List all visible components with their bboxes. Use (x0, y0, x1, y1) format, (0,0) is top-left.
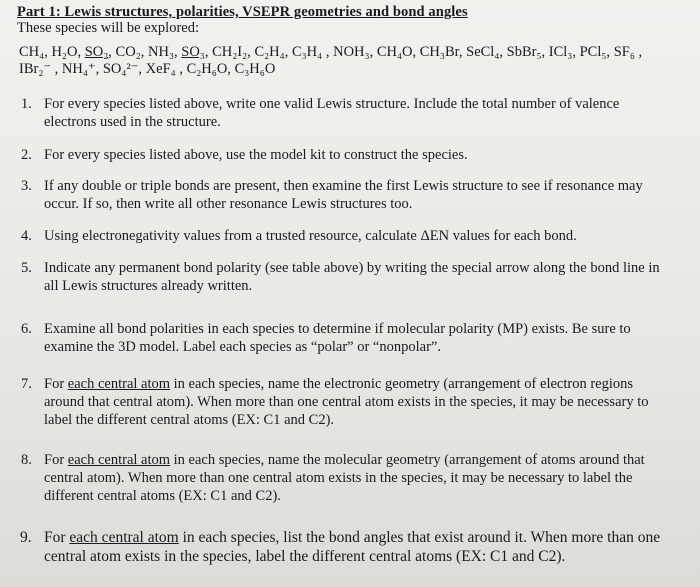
species-ch4: CH₄, (19, 44, 48, 60)
species-c3h4: C₃H₄ , (291, 44, 330, 60)
species-ibr2-minus: IBr₂⁻ , (19, 61, 59, 77)
species-separator: , (108, 44, 112, 60)
species-list (19, 44, 679, 78)
item-number: 9. (20, 529, 32, 546)
species-h2o: H₂O, (51, 44, 82, 60)
item-text: For every species listed above, write one valid Lewis structure. Include the total number of valence electrons used in the structure. (44, 96, 620, 130)
item-text-underlined: each central atom (69, 529, 179, 546)
species-nh3: NH₃, (148, 44, 178, 60)
item-text: If any double or triple bonds are present, then examine the first Lewis structure to see if resonance may occur. If so, then write all other resonance Lewis structures too. (44, 178, 643, 212)
species-c3h6o: C₃H₆O (234, 61, 276, 77)
item-number: 3. (21, 178, 32, 194)
species-ch2i2: CH₂I₂, (212, 44, 251, 60)
item-text-underlined: each central atom (67, 452, 171, 468)
species-ch4o: CH₄O, (376, 44, 417, 60)
item-text (44, 375, 669, 429)
species-sbbr5: SbBr₅, (506, 44, 546, 60)
item-text-lead: For (44, 452, 68, 468)
item-text: Indicate any permanent bond polarity (see table above) by writing the special arrow along the bond line in all Lewis structures already written. (44, 260, 660, 294)
item-number: 7. (21, 376, 32, 392)
item-number: 5. (21, 260, 32, 276)
item-text: For every species listed above, use the model kit to construct the species. (44, 147, 468, 163)
item-text-rest: in each species, name the molecular geometry (arrangement of atoms around that central atom). When more than one central atom exists in the species, it may be necessary to label the different central atoms (EX: C1 and C2). (44, 452, 645, 504)
species-so2: SO₂ (84, 44, 109, 60)
item-number: 1. (21, 96, 32, 112)
species-c2h6o: C₂H₆O, (186, 61, 231, 77)
species-so3: SO₃ (181, 44, 205, 60)
item-text-lead: For (44, 529, 70, 546)
species-ch3br: CH₃Br, (419, 44, 463, 60)
item-number: 8. (21, 452, 32, 468)
item-text: Using electronegativity values from a trusted resource, calculate ΔEN values for each bond. (44, 228, 577, 244)
species-nh4-plus: NH₄⁺, (61, 61, 100, 77)
species-pcl5: PCl₅, (579, 44, 611, 60)
item-text (44, 451, 669, 505)
species-xef4: XeF₄ , (145, 61, 183, 77)
item-text-underlined: each central atom (67, 376, 171, 392)
species-so4-2minus: SO₄²⁻, (102, 61, 143, 77)
item-text-lead: For (44, 376, 68, 392)
item-text-rest: in each species, name the electronic geometry (arrangement of electron regions around that central atom). When more than one central atom exists in the species, it may be necessary to label the different central atoms (EX: C1 and C2). (44, 376, 649, 428)
item-number: 4. (21, 228, 32, 244)
item-number: 6. (21, 321, 32, 337)
item-text (44, 528, 684, 566)
species-sf6: SF₆ , (613, 44, 643, 60)
part-title: Part 1: Lewis structures, polarities, VSEPR geometries and bond angles (17, 4, 468, 20)
item-text: Examine all bond polarities in each species to determine if molecular polarity (MP) exists. Be sure to examine the 3D model. Label each species as “polar” or “nonpolar”. (44, 321, 631, 355)
species-secl4: SeCl₄, (466, 44, 504, 60)
item-number: 2. (21, 147, 32, 163)
part-subtitle: These species will be explored: (17, 20, 199, 36)
species-c2h4: C₂H₄, (254, 44, 289, 60)
species-noh3: NOH₃, (333, 44, 374, 60)
item-text-rest: in each species, list the bond angles that exist around it. When more than one central atom exists in the species, label the different central atoms (EX: C1 and C2). (44, 529, 661, 565)
species-separator: , (204, 44, 209, 60)
species-icl3: ICl₃, (548, 44, 576, 60)
worksheet-header (17, 4, 687, 37)
species-co2: CO₂, (115, 44, 145, 60)
